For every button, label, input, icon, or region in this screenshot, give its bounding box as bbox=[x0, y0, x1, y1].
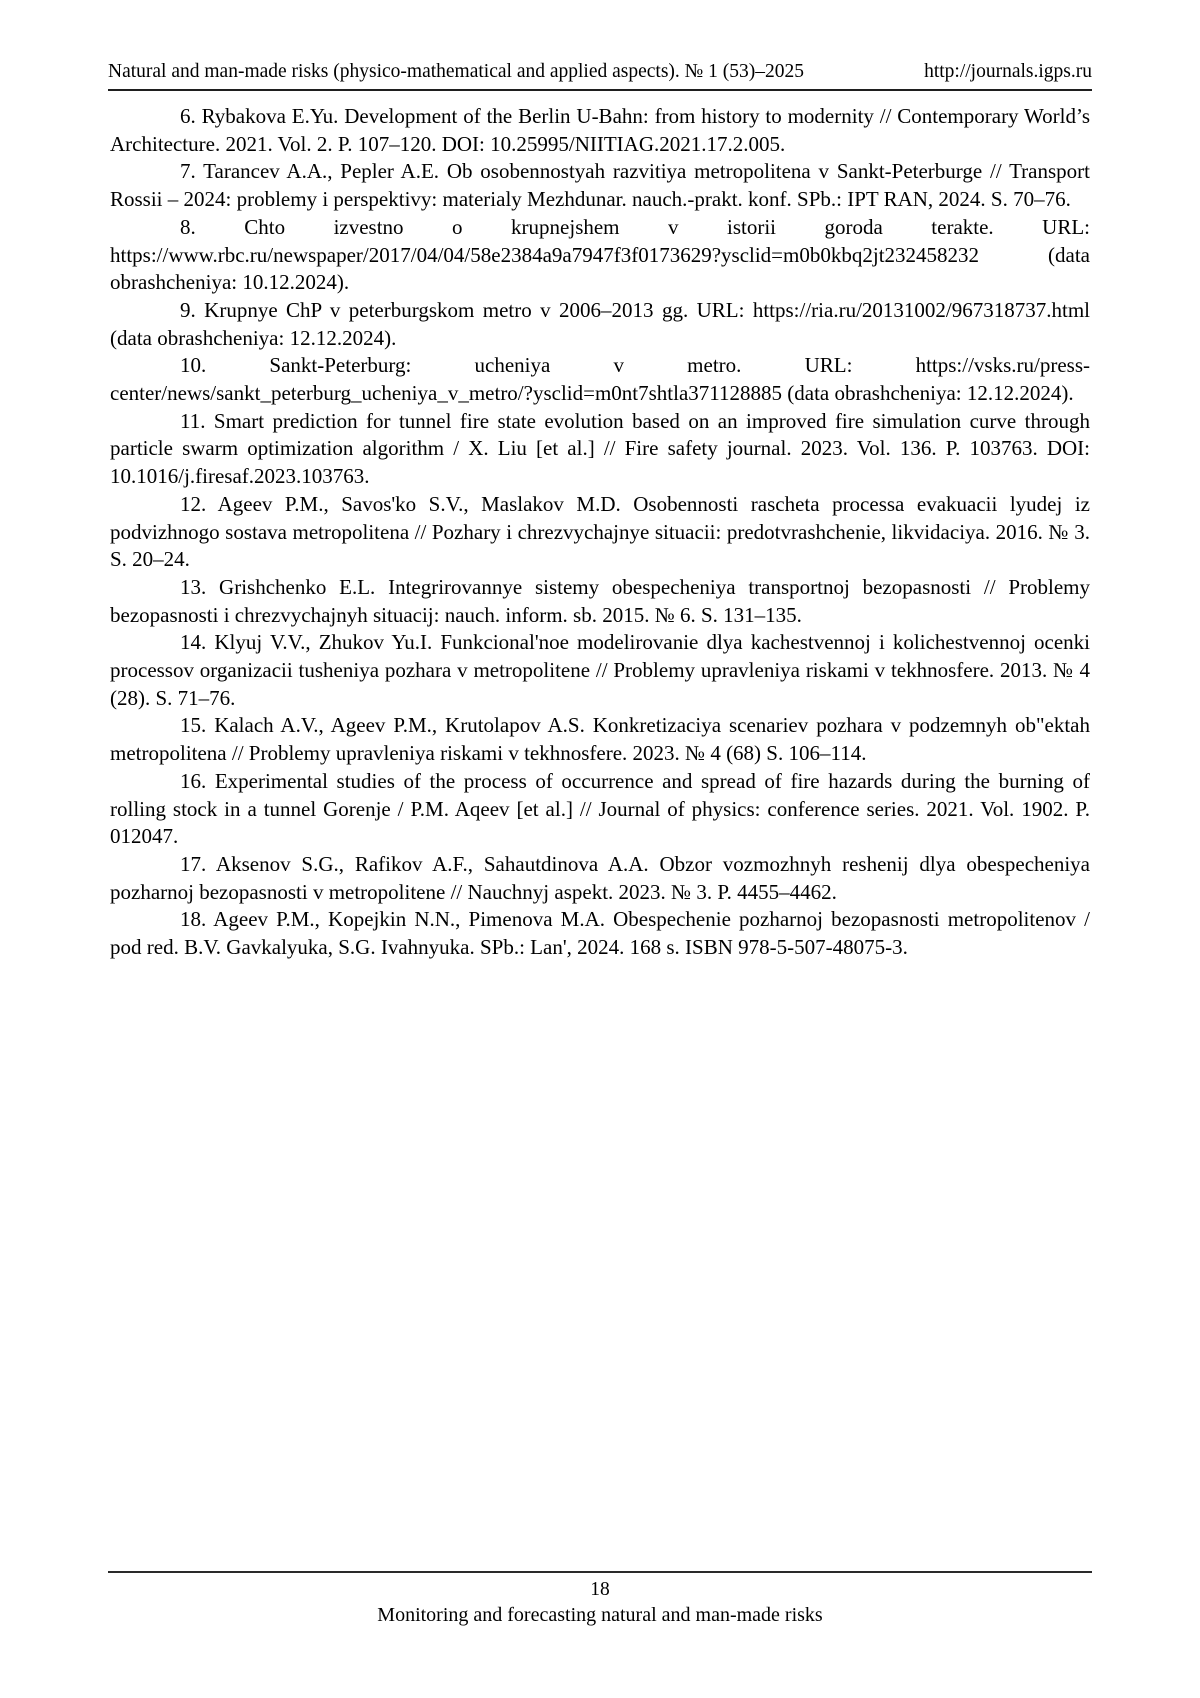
journal-url: http://journals.igps.ru bbox=[924, 61, 1092, 82]
reference-item: 6. Rybakova E.Yu. Development of the Berlin U-Bahn: from history to modernity // Contemporary World’s Architecture. 2021. Vol. 2. P. 107–120. DOI: 10.25995/NIITIAG.2021.17.2.005. bbox=[110, 104, 1090, 156]
page-number: 18 bbox=[590, 1579, 610, 1600]
page-footer bbox=[108, 1571, 1092, 1628]
reference-item: 15. Kalach A.V., Ageev P.M., Krutolapov A.S. Konkretizaciya scenariev pozhara v podzemnyh ob"ektah metropolitena // Problemy upravleniya riskami v tekhnosfere. 2023. № 4 (68) S. 106–114. bbox=[110, 713, 1090, 766]
page-header bbox=[108, 60, 1092, 91]
reference-item: 7. Tarancev A.A., Pepler A.E. Ob osobennostyah razvitiya metropolitena v Sankt-Peterburge // Transport Rossii – 2024: problemy i perspektivy: materialy Mezhdunar. nauch.-prakt. konf. SPb.: IPT RAN, 2024. S. 70–76. bbox=[110, 159, 1090, 212]
reference-item: 12. Ageev P.M., Savos'ko S.V., Maslakov M.D. Osobennosti rascheta processa evakuacii lyudej iz podvizhnogo sostava metropolitena // Pozhary i chrezvychajnye situacii: predotvrashchenie, likvidaciya. 2016. № 3. S. 20–24. bbox=[110, 491, 1090, 572]
reference-item: 13. Grishchenko E.L. Integrirovannye sistemy obespecheniya transportnoj bezopasnosti // Problemy bezopasnosti i chrezvychajnyh situacij: nauch. inform. sb. 2015. № 6. S. 131–135. bbox=[110, 574, 1090, 627]
references-section bbox=[110, 103, 1090, 962]
journal-title: Natural and man-made risks (physico-mathematical and applied aspects). № 1 (53)–2025 bbox=[108, 61, 805, 82]
reference-item: 17. Aksenov S.G., Rafikov A.F., Sahautdinova A.A. Obzor vozmozhnyh reshenij dlya obespecheniya pozharnoj bezopasnosti v metropolitene // Nauchnyj aspekt. 2023. № 3. P. 4455–4462. bbox=[110, 851, 1090, 904]
reference-item: 9. Krupnye ChP v peterburgskom metro v 2006–2013 gg. URL: https://ria.ru/20131002/967318737.html (data obrashcheniya: 12.12.2024). bbox=[110, 297, 1090, 350]
reference-item: 10. Sankt-Peterburg: ucheniya v metro. URL: https://vsks.ru/press-center/news/sankt_peterburg_ucheniya_v_metro/?ysclid=m0nt7shtla371128885 (data obrashcheniya: 12.12.2024). bbox=[110, 353, 1090, 406]
reference-item: 8. Chto izvestno o krupnejshem v istorii goroda terakte. URL: https://www.rbc.ru/newspaper/2017/04/04/58e2384a9a7947f3f0173629?ysclid=m0b0kbq2jt232458232 (data obrashcheniya: 10.12.2024). bbox=[110, 214, 1090, 295]
reference-item: 18. Ageev P.M., Kopejkin N.N., Pimenova M.A. Obespechenie pozharnoj bezopasnosti metropolitenov / pod red. B.V. Gavkalyuka, S.G. Ivahnyuka. SPb.: Lan', 2024. 168 s. ISBN 978-5-507-48075-3. bbox=[110, 907, 1090, 960]
journal-subtitle: Monitoring and forecasting natural and man-made risks bbox=[377, 1604, 823, 1626]
reference-item: 16. Experimental studies of the process of occurrence and spread of fire hazards during the burning of rolling stock in a tunnel Gorenje / P.M. Aqeev [et al.] // Journal of physics: conference series. 2021. Vol. 1902. P. 012047. bbox=[110, 768, 1090, 849]
reference-item: 14. Klyuj V.V., Zhukov Yu.I. Funkcional'noe modelirovanie dlya kachestvennoj i kolichestvennoj ocenki processov organizacii tusheniya pozhara v metropolitene // Problemy upravleniya riskami v tekhnosfere. 2013. № 4 (28). S. 71–76. bbox=[110, 630, 1090, 710]
reference-item: 11. Smart prediction for tunnel fire state evolution based on an improved fire simulation curve through particle swarm optimization algorithm / X. Liu [et al.] // Fire safety journal. 2023. Vol. 136. P. 103763. DOI: 10.1016/j.firesaf.2023.103763. bbox=[110, 408, 1090, 489]
